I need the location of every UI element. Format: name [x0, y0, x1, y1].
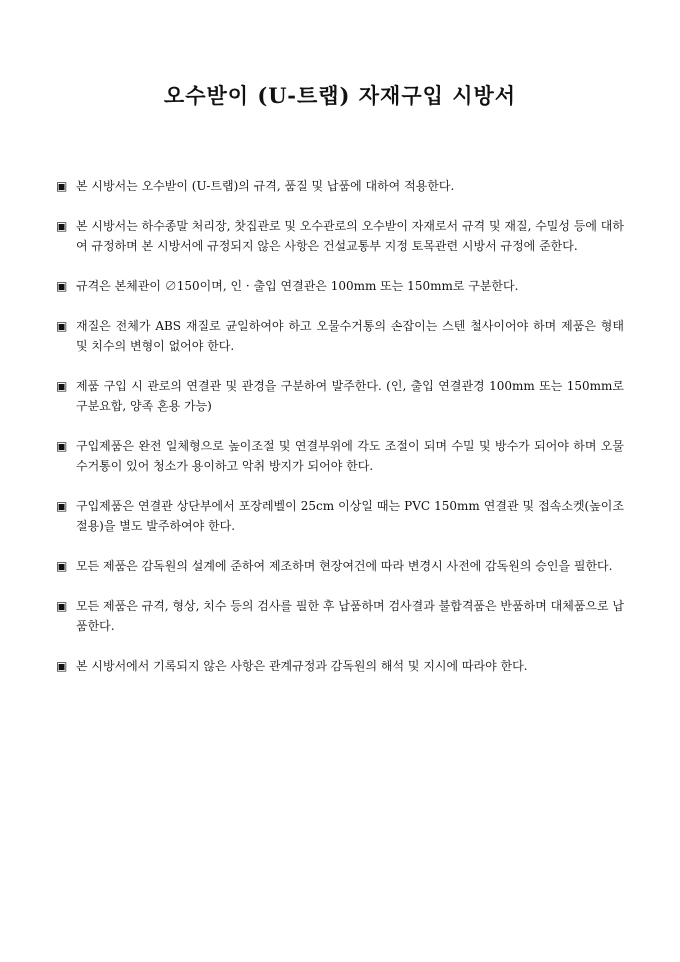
list-item	[56, 276, 624, 296]
list-item-text: 규격은 본체관이 ∅150이며, 인 · 출입 연결관은 100mm 또는 150mm로 구분한다.	[76, 279, 519, 293]
square-bullet-icon: ▣	[56, 599, 68, 613]
square-bullet-icon: ▣	[56, 659, 68, 673]
square-bullet-icon: ▣	[56, 279, 68, 293]
list-item-text: 구입제품은 완전 일체형으로 높이조절 및 연결부위에 각도 조절이 되며 수밀 및 방수가 되어야 하며 오물수거통이 있어 청소가 용이하고 악취 방지가 되어야 한다.	[76, 439, 624, 473]
document-title: 오수받이 (U-트랩) 자재구입 시방서	[163, 83, 517, 108]
square-bullet-icon: ▣	[56, 379, 68, 393]
list-item-text: 모든 제품은 규격, 형상, 치수 등의 검사를 필한 후 납품하며 검사결과 불합격품은 반품하며 대체품으로 납품한다.	[76, 599, 624, 633]
square-bullet-icon: ▣	[56, 439, 68, 453]
list-item	[56, 656, 624, 676]
square-bullet-icon: ▣	[56, 319, 68, 333]
square-bullet-icon: ▣	[56, 559, 68, 573]
list-item-text: 본 시방서는 오수받이 (U-트랩)의 규격, 품질 및 납품에 대하여 적용한다.	[76, 179, 455, 193]
list-item	[56, 556, 624, 576]
list-item-text: 제품 구입 시 관로의 연결관 및 관경을 구분하여 발주한다. (인, 출입 연결관경 100mm 또는 150mm로 구분요합, 양족 혼용 가능)	[76, 379, 624, 413]
list-item	[56, 176, 624, 196]
list-item	[56, 436, 624, 476]
square-bullet-icon: ▣	[56, 499, 68, 513]
list-item	[56, 496, 624, 536]
square-bullet-icon: ▣	[56, 219, 68, 233]
list-item	[56, 376, 624, 416]
list-item-text: 모든 제품은 감독원의 설계에 준하여 제조하며 현장여건에 따라 변경시 사전에 감독원의 승인을 필한다.	[76, 559, 613, 573]
list-item-text: 재질은 전체가 ABS 재질로 균일하여야 하고 오물수거통의 손잡이는 스텐 철사이어야 하며 제품은 형태 및 치수의 변형이 없어야 한다.	[76, 319, 624, 353]
list-item	[56, 216, 624, 256]
specification-list	[56, 176, 624, 696]
square-bullet-icon: ▣	[56, 179, 68, 193]
list-item	[56, 316, 624, 356]
list-item	[56, 596, 624, 636]
list-item-text: 본 시방서는 하수종말 처리장, 찻집관로 및 오수관로의 오수받이 자재로서 규격 및 재질, 수밀성 등에 대하여 규정하며 본 시방서에 규정되지 않은 사항은 건설교통부 지정 토목관련 시방서 규정에 준한다.	[76, 219, 624, 253]
list-item-text: 본 시방서에서 기록되지 않은 사항은 관계규정과 감독원의 해석 및 지시에 따라야 한다.	[76, 659, 528, 673]
list-item-text: 구입제품은 연결관 상단부에서 포장레벨이 25cm 이상일 때는 PVC 150mm 연결관 및 접속소켓(높이조절용)을 별도 발주하여야 한다.	[76, 499, 624, 533]
